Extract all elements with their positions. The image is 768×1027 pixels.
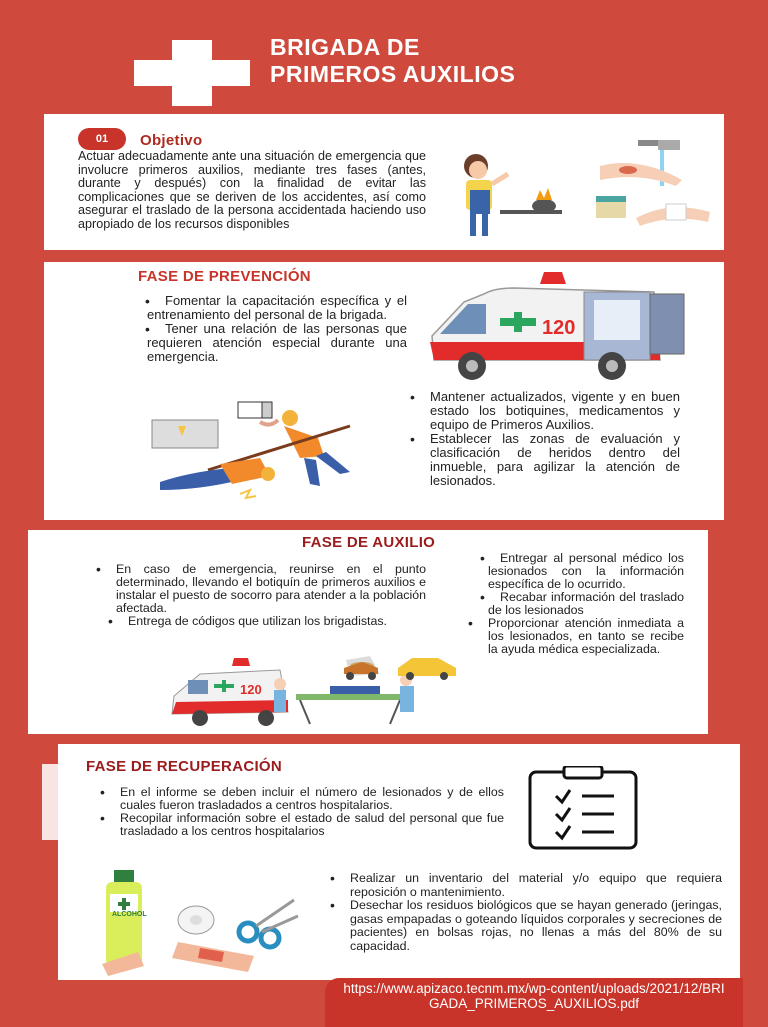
objetivo-text: Actuar adecuadamente ante una situación de emergencia que involucre primeros auxilios, mediante tres fases (antes, durante y después) con la finalidad de evitar las complicaciones que se deriven de los accidentes, así como asegurar el traslado de la persona accidentada haciendo uso apropiado de los recursos disponibles — [78, 149, 426, 231]
list-item: • Tener una relación de las personas que requieren atención especial durante una emergencia. — [147, 322, 407, 364]
list-item: • Recabar información del traslado de los lesionados — [488, 591, 684, 617]
list-item: • En caso de emergencia, reunirse en el punto determinado, llevando el botiquín de primeros auxilios e instalar el puesto de socorro para atender a la población afectada. — [116, 563, 426, 615]
electric-accident-illustration — [150, 398, 364, 510]
title-line-2: PRIMEROS AUXILIOS — [270, 61, 516, 87]
list-item: • En el informe se deben incluir el número de lesionados y de ellos cuales fueron trasladados a centros hospitalarios. — [120, 786, 504, 812]
burn-cooking-illustration — [456, 150, 570, 242]
title-line-1: BRIGADA DE — [270, 34, 420, 60]
recuperacion-top-list — [120, 786, 504, 838]
list-item: • Recopilar información sobre el estado de salud del personal que fue trasladado a los centros hospitalarios — [120, 812, 504, 838]
recuperacion-bottom-list — [350, 872, 722, 953]
bandaging-illustration — [590, 190, 714, 230]
list-item: • Proporcionar atención inmediata a los lesionados, en tanto se recibe la ayuda médica especializada. — [488, 617, 684, 656]
list-item: • Realizar un inventario del material y/o equipo que requiera reposición o mantenimiento. — [350, 872, 722, 899]
list-item: • Desechar los residuos biológicos que se hayan generado (jeringas, gasas empapadas o goteando líquidos corporales y secreciones de pacientes) en bolsas rojas, no llenas a más del 80% de su capacidad. — [350, 899, 722, 953]
auxilio-right-list — [488, 552, 684, 656]
prevencion-left-list — [147, 294, 407, 364]
source-url-text[interactable]: https://www.apizaco.tecnm.mx/wp-content/uploads/2021/12/BRIGADA_PRIMEROS_AUXILIOS.pdf — [343, 981, 725, 1011]
list-item: • Entregar al personal médico los lesionados con la información específica de lo ocurrido. — [488, 552, 684, 591]
checklist-icon — [528, 766, 638, 850]
faucet-hand-illustration — [600, 136, 692, 188]
ambulance-number-small: 120 — [240, 682, 262, 697]
crashed-vehicles-illustration — [338, 654, 462, 680]
ambulance-illustration — [424, 264, 692, 388]
list-item: • Mantener actualizados, vigente y en buen estado los botiquines, medicamentos y equipo de Primeros Auxilios. — [430, 390, 680, 432]
source-url[interactable] — [325, 978, 743, 1027]
auxilio-heading: FASE DE AUXILIO — [302, 534, 436, 551]
prevencion-heading: FASE DE PREVENCIÓN — [138, 268, 311, 285]
objetivo-heading: Objetivo — [140, 132, 203, 149]
list-item: • Establecer las zonas de evaluación y clasificación de heridos dentro del inmueble, para agilizar la atención de lesionados. — [430, 432, 680, 488]
list-item: • Entrega de códigos que utilizan los brigadistas. — [116, 615, 426, 628]
auxilio-left-list — [116, 563, 426, 628]
list-item: • Fomentar la capacitación específica y el entrenamiento del personal de la brigada. — [147, 294, 407, 322]
first-aid-supplies-illustration — [98, 868, 304, 976]
prevencion-right-list — [430, 390, 680, 488]
alcohol-label: ALCOHOL — [112, 911, 147, 918]
recuperacion-heading: FASE DE RECUPERACIÓN — [86, 758, 283, 775]
page-title — [270, 34, 515, 88]
ambulance-number: 120 — [542, 317, 576, 339]
decorative-shape — [42, 764, 58, 840]
section-number-badge: 01 — [78, 128, 126, 150]
